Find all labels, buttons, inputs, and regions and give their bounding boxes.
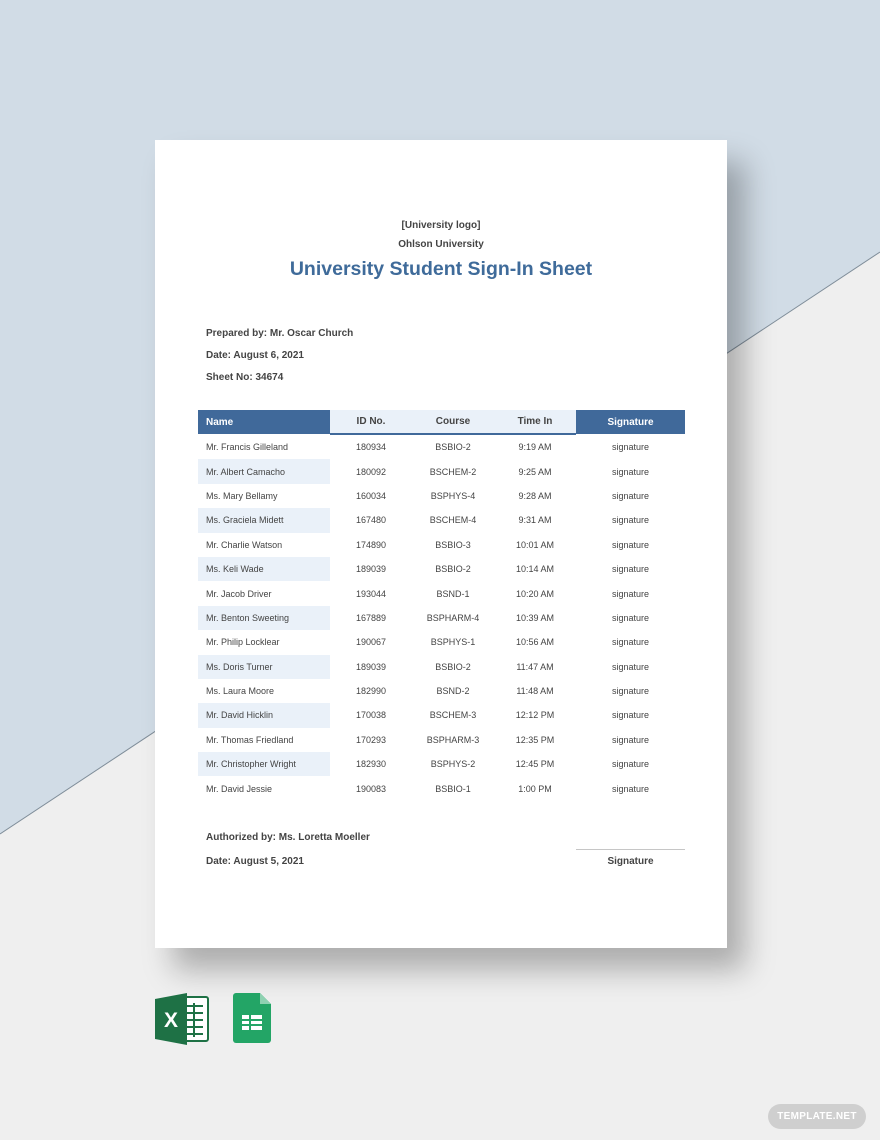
cell-id: 180092 (355, 466, 387, 477)
cell-name: Mr. Albert Camacho (198, 459, 330, 483)
cell-signature: signature (611, 490, 650, 501)
table-row (198, 508, 685, 532)
cell-id: 190083 (355, 783, 387, 794)
document-title: University Student Sign-In Sheet (289, 258, 593, 280)
cell-id: 174890 (355, 539, 387, 550)
cell-course: BSCHEM-3 (429, 710, 477, 721)
cell-time-in: 11:48 AM (516, 686, 554, 697)
prepared-date: Date: August 6, 2021 (206, 350, 304, 361)
sign-in-table (198, 410, 685, 801)
template-net-watermark: TEMPLATE.NET (768, 1104, 866, 1129)
table-row (198, 606, 685, 630)
cell-name: Ms. Graciela Midett (198, 508, 330, 532)
cell-name: Mr. Thomas Friedland (206, 734, 294, 745)
cell-course: BSCHEM-4 (429, 515, 477, 526)
cell-time-in: 9:19 AM (518, 442, 552, 453)
table-body (198, 434, 685, 801)
cell-time-in: 10:39 AM (515, 612, 555, 623)
cell-course: BSCHEM-2 (429, 466, 477, 477)
cell-id: 170038 (355, 710, 387, 721)
table-header-row (198, 410, 685, 434)
cell-name: Ms. Laura Moore (206, 686, 275, 697)
cell-time-in: 10:14 AM (515, 564, 555, 575)
column-header-name: Name (198, 410, 330, 434)
cell-signature: signature (611, 564, 650, 575)
cell-name: Mr. David Jessie (206, 783, 273, 794)
cell-id: 167889 (355, 612, 387, 623)
cell-time-in: 12:45 PM (515, 759, 555, 770)
prepared-by: Prepared by: Mr. Oscar Church (206, 328, 354, 339)
cell-id: 193044 (355, 588, 387, 599)
cell-course: BSBIO-2 (435, 661, 471, 672)
cell-name: Ms. Mary Bellamy (206, 490, 278, 501)
cell-time-in: 9:28 AM (518, 490, 552, 501)
excel-letter: X (163, 1009, 179, 1032)
cell-signature: signature (611, 661, 650, 672)
cell-name: Mr. David Hicklin (198, 703, 330, 727)
cell-signature: signature (611, 612, 650, 623)
table-row (198, 533, 685, 557)
cell-signature: signature (611, 441, 650, 452)
university-name: Ohlson University (398, 239, 484, 250)
signature-label: Signature (607, 856, 654, 867)
column-header-id: ID No. (330, 410, 412, 434)
column-header-time-in: Time In (494, 410, 576, 434)
cell-name: Ms. Doris Turner (198, 655, 330, 679)
cell-signature: signature (611, 466, 650, 477)
table-row (198, 434, 685, 459)
google-sheets-icon (233, 993, 271, 1043)
cell-id: 170293 (355, 734, 387, 745)
table-row (198, 728, 685, 752)
cell-name: Mr. Jacob Driver (206, 588, 272, 599)
cell-course: BSPHARM-4 (426, 612, 480, 623)
cell-course: BSPHYS-1 (430, 637, 476, 648)
cell-course: BSBIO-3 (435, 539, 471, 550)
cell-course: BSBIO-2 (435, 442, 471, 453)
cell-signature: signature (611, 539, 650, 550)
cell-course: BSPHYS-4 (430, 490, 476, 501)
cell-signature: signature (611, 686, 650, 697)
cell-id: 182930 (355, 759, 387, 770)
table-row (198, 459, 685, 483)
cell-signature: signature (611, 637, 650, 648)
excel-icon (155, 993, 210, 1045)
sheet-number: Sheet No: 34674 (206, 372, 284, 383)
cell-name: Mr. Charlie Watson (206, 539, 283, 550)
signature-line (576, 849, 685, 850)
table-row (198, 581, 685, 605)
cell-name: Ms. Keli Wade (198, 557, 330, 581)
table-row (198, 703, 685, 727)
table-row (198, 630, 685, 654)
authorized-date: Date: August 5, 2021 (206, 856, 304, 867)
column-header-course: Course (412, 410, 494, 434)
cell-course: BSBIO-1 (435, 783, 471, 794)
table-row (198, 484, 685, 508)
cell-course: BSND-1 (436, 588, 470, 599)
cell-id: 189039 (355, 564, 387, 575)
cell-name: Mr. Philip Locklear (206, 637, 280, 648)
table-row (198, 557, 685, 581)
cell-signature: signature (611, 759, 650, 770)
cell-signature: signature (611, 734, 650, 745)
cell-course: BSPHYS-2 (430, 759, 476, 770)
cell-time-in: 12:35 PM (515, 734, 555, 745)
cell-signature: signature (611, 783, 650, 794)
cell-course: BSBIO-2 (435, 564, 471, 575)
cell-time-in: 9:31 AM (518, 515, 552, 526)
cell-id: 167480 (355, 515, 387, 526)
cell-id: 182990 (355, 686, 387, 697)
cell-course: BSND-2 (436, 686, 470, 697)
cell-signature: signature (611, 588, 650, 599)
cell-id: 180934 (355, 442, 387, 453)
table-row (198, 752, 685, 776)
cell-signature: signature (611, 515, 650, 526)
table-row (198, 776, 685, 800)
cell-name: Mr. Benton Sweeting (198, 606, 330, 630)
cell-time-in: 9:25 AM (518, 466, 552, 477)
cell-time-in: 10:20 AM (515, 588, 555, 599)
cell-signature: signature (611, 710, 650, 721)
cell-course: BSPHARM-3 (426, 734, 480, 745)
cell-time-in: 11:47 AM (516, 661, 554, 672)
cell-time-in: 10:01 AM (515, 539, 555, 550)
cell-time-in: 12:12 PM (515, 710, 555, 721)
authorized-by: Authorized by: Ms. Loretta Moeller (206, 832, 370, 843)
document-page (155, 140, 727, 948)
table-row (198, 679, 685, 703)
logo-placeholder: [University logo] (401, 220, 481, 231)
cell-id: 160034 (355, 490, 387, 501)
cell-name: Mr. Christopher Wright (198, 752, 330, 776)
table-row (198, 655, 685, 679)
cell-name: Mr. Francis Gilleland (206, 441, 289, 452)
cell-id: 189039 (355, 661, 387, 672)
cell-time-in: 10:56 AM (515, 637, 555, 648)
column-header-signature: Signature (576, 410, 685, 434)
cell-id: 190067 (355, 637, 387, 648)
cell-time-in: 1:00 PM (518, 783, 552, 794)
